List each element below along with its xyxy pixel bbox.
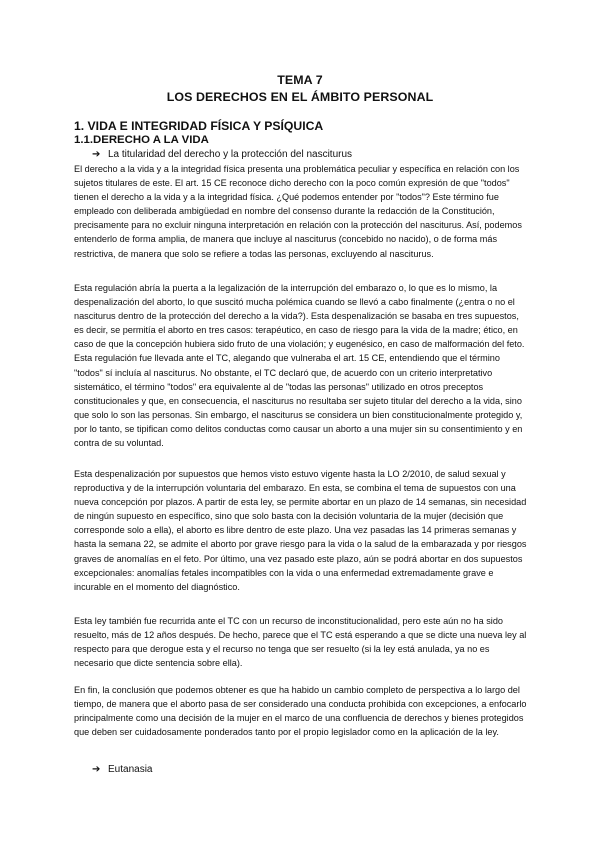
paragraph: Esta ley también fue recurrida ante el TC con un recurso de inconstitucionalidad, pero este aún no ha sido resuelto, más de 12 años después. De hecho, parece que el TC está esperando a que se dicte una nueva ley al respecto para que derogue esta y el recurso no tenga que ser resuelto (si la ley está anulada, ya no es necesario que dicte sentencia sobre ella). <box>74 616 527 669</box>
document-title: TEMA 7 <box>277 73 323 87</box>
paragraph: Esta regulación abría la puerta a la legalización de la interrupción del embarazo o, lo que es lo mismo, la despenalización del aborto, lo que suscitó mucha polémica cuando se llevó a cabo finalmente (¿entra o no el nasciturus dentro de la protección del derecho a la vida?). Esta despenalización se basaba en tres supuestos, es decir, se permitía el aborto en tres casos: terapéutico, en caso de riesgo para la vida de la madre; ético, en caso de que la concepción hubiera sido fruto de una violación; y eugenésico, en caso de malformación del feto. Esta regulación fue llevada ante el TC, alegando que vulneraba el art. 15 CE, entendiendo que el término "todos" sí incluía al nasciturus. No obstante, el TC declaró que, de acuerdo con un criterio interpretativo sistemático, el término "todos" era equivalente al de "todas las personas" utilizado en otros preceptos constitucionales y que, en consecuencia, el nasciturus no resultaba ser sujeto titular del derecho a la vida, sino que solo lo son las personas. Sin embargo, el nasciturus se considera un bien constitucionalmente protegido y, por lo tanto, se tipifican como delitos conductas como causar un aborto a una mujer sin su consentimiento y en contra de su voluntad. <box>74 283 525 449</box>
paragraph: El derecho a la vida y a la integridad física presenta una problemática peculiar y específica en relación con los sujetos titulares de este. El art. 15 CE reconoce dicho derecho con la poco común expresión de que "todos" tienen el derecho a la vida y a la integridad física. ¿Qué podemos entender por "todos"? Este término fue empleado con deliberada ambigüedad en nombre del consenso durante la redacción de la Constitución, precisamente para no excluir ninguna interpretación en relación con la protección del nasciturus. Así, podemos entenderlo de forma amplia, de manera que incluye al nasciturus (concebido no nacido), o de forma más restrictiva, de manera que solo se refiere a todas las personas, excluyendo al nasciturus. <box>74 164 522 259</box>
bullet-text: Eutanasia <box>108 764 153 775</box>
bullet-text: La titularidad del derecho y la protección del nasciturus <box>108 149 353 160</box>
arrow-bullet-icon: ➔ <box>92 764 101 775</box>
bullet-item-nasciturus <box>92 149 352 160</box>
section-heading: 1. VIDA E INTEGRIDAD FÍSICA Y PSÍQUICA <box>74 119 324 133</box>
paragraph: En fin, la conclusión que podemos obtener es que ha habido un cambio completo de perspectiva a lo largo del tiempo, de manera que el aborto pasa de ser considerado una conducta prohibida con excepciones, a enfocarlo principalmente como una decisión de la mujer en el marco de una confluencia de derechos y bienes protegidos que deben ser cuidadosamente ponderados tanto por el propio legislador como en la aplicación de la ley. <box>74 685 527 738</box>
document-subtitle: LOS DERECHOS EN EL ÁMBITO PERSONAL <box>166 90 434 104</box>
bullet-item-eutanasia <box>92 764 152 775</box>
paragraph: Esta despenalización por supuestos que hemos visto estuvo vigente hasta la LO 2/2010, de salud sexual y reproductiva y de la interrupción voluntaria del embarazo. En esta, se combina el tema de supuestos con una nueva concepción por plazos. A partir de esta ley, se permite abortar en un plazo de 14 semanas, sin necesidad de ningún supuesto en específico, sino que solo basta con la decisión voluntaria de la mujer (decisión que corresponde solo a ella), el aborto es libre dentro de este plazo. Una vez pasadas las 14 primeras semanas y hasta la semana 22, se admite el aborto por grave riesgo para la vida o la salud de la embarazada y por riesgos graves de anomalías en el feto. Por último, una vez pasado este plazo, aún se podrá abortar en dos supuestos excepcionales: anomalías fetales incompatibles con la vida o una enfermedad extremadamente grave e incurable en el momento del diagnóstico. <box>74 469 527 592</box>
arrow-bullet-icon: ➔ <box>92 149 101 160</box>
subsection-heading: 1.1.DERECHO A LA VIDA <box>74 134 209 146</box>
